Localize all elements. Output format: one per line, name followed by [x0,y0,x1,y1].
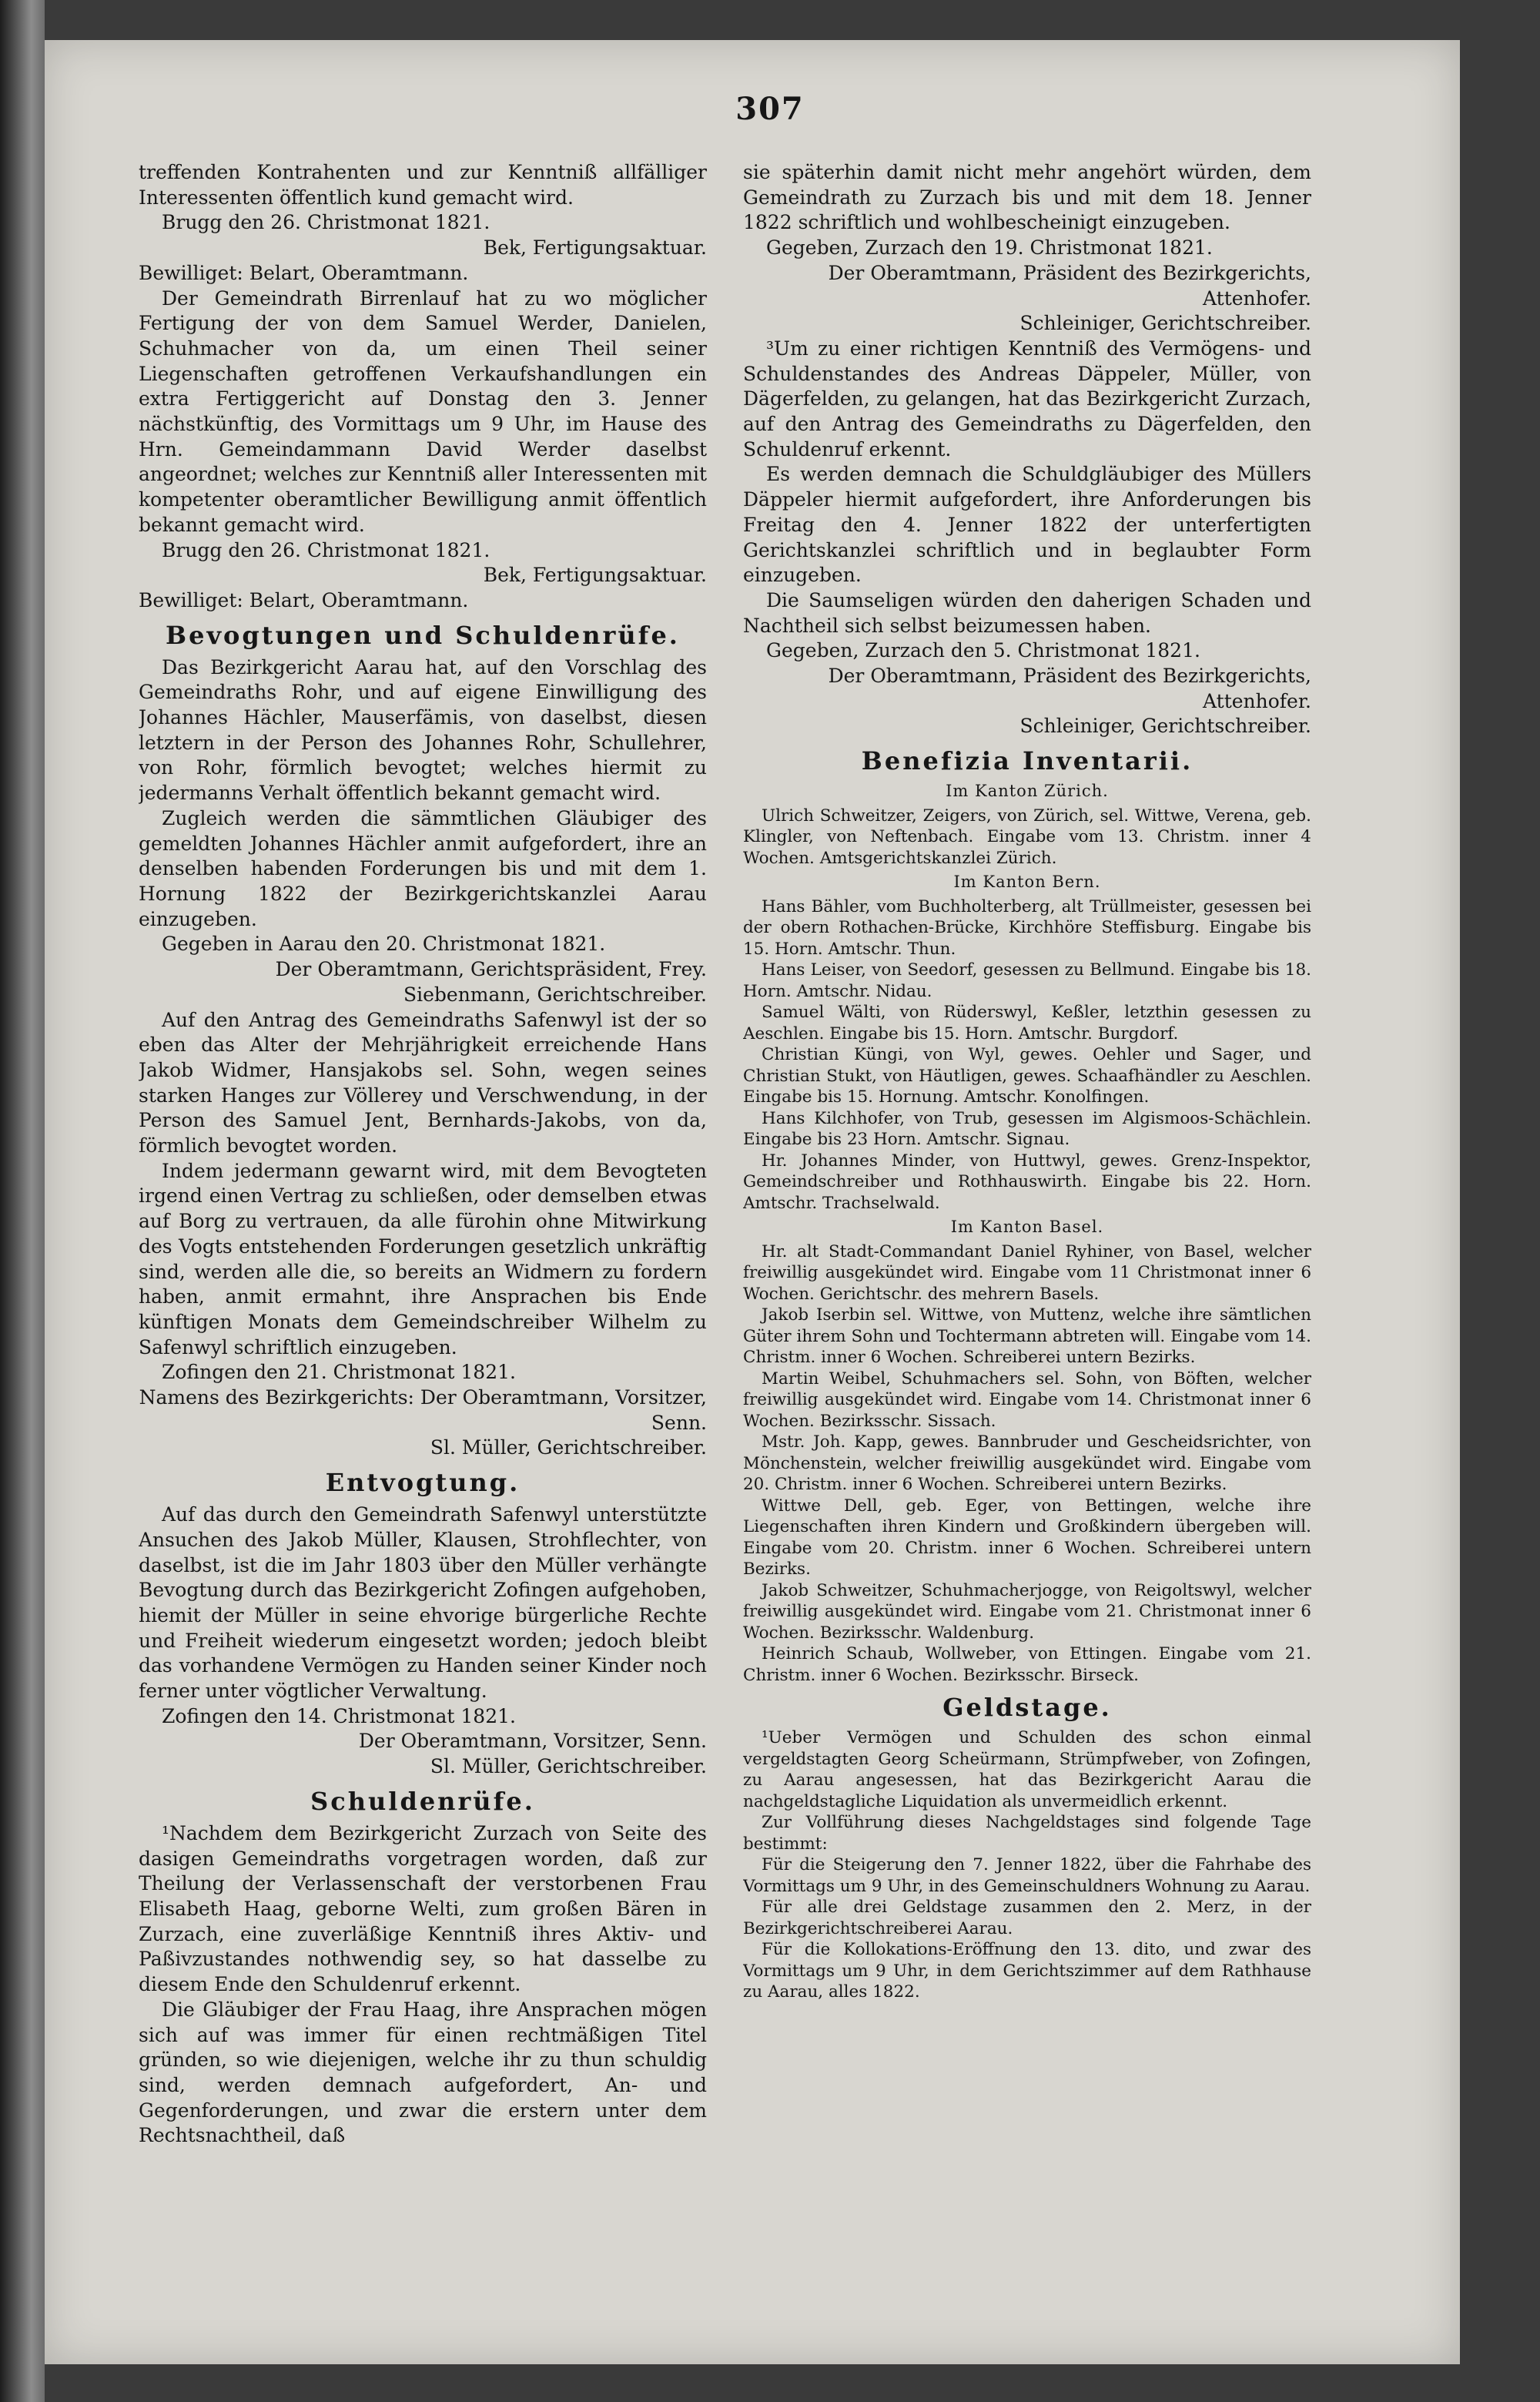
text-paragraph: sie späterhin damit nicht mehr angehört würden, dem Gemeindrath zu Zurzach bis und mit dem 18. Jenner 1822 schriftlich und wohlbescheinigt einzugeben. [743,161,1311,234]
text-paragraph: ¹Nachdem dem Bezirkgericht Zurzach von Seite des dasigen Gemeindraths vorgetragen worden, daß zur Theilung der Verlassenschaft der verstorbenen Frau Elisabeth Haag, geborne Welti, zum großen Bären in Zurzach, eine zuverläßige Kenntniß ihres Aktiv- und Paßivzustandes nothwendig sey, so hat dasselbe zu diesem Ende den Schuldenruf erkennt. [139,1821,707,1996]
text-paragraph: Indem jedermann gewarnt wird, mit dem Bevogteten irgend einen Vertrag zu schließen, oder demselben etwas auf Borg zu vertrauen, da alle fürohin ohne Mitwirkung des Vogts entstehenden Forderungen gesetzlich unkräftig sind, werden alle die, so bereits an Widmern zu fordern haben, anmit ermahnt, ihre Ansprachen bis Ende künftigen Monats dem Gemeindschreiber Wilhelm zu Safenwyl schriftlich einzugeben. [139,1159,707,1358]
text-paragraph: Bewilliget: Belart, Oberamtmann. [139,261,469,284]
text-paragraph: Für die Steigerung den 7. Jenner 1822, über die Fahrhabe des Vormittags um 9 Uhr, in des Gemeinschuldners Wohnung zu Aarau. [743,1855,1311,1896]
text-paragraph: Hans Bähler, vom Buchholterberg, alt Trüllmeister, gesessen bei der obern Rothachen-Brücke, Kirchhöre Steffisburg. Eingabe bis 15. Horn. Amtschr. Thun. [743,896,1311,959]
canton-heading: Im Kanton Zürich. [946,782,1109,801]
text-paragraph: Heinrich Schaub, Wollweber, von Ettingen. Eingabe vom 21. Christm. inner 6 Wochen. Bezirksschr. Birseck. [743,1644,1311,1685]
left-column [139,160,707,2193]
text-paragraph: treffenden Kontrahenten und zur Kenntniß allfälliger Interessenten öffentlich kund gemacht wird. [139,161,707,209]
text-paragraph: Es werden demnach die Schuldgläubiger des Müllers Däppeler hiermit aufgefordert, ihre Anforderungen bis Freitag den 4. Jenner 1822 der unterfertigten Gerichtskanzlei schriftlich und in beglaubter Form einzugeben. [743,463,1311,587]
section-heading: Geldstage. [942,1693,1112,1723]
signature-line: Namens des Bezirkgerichts: Der Oberamtmann, Vorsitzer, Senn. [139,1386,707,1434]
signature-line: Schleiniger, Gerichtschreiber. [1019,312,1311,335]
section-heading: Entvogtung. [325,1468,521,1498]
text-paragraph: Hr. alt Stadt-Commandant Daniel Ryhiner, von Basel, welcher freiwillig ausgekündet wird. Eingabe vom 11 Christmonat inner 6 Wochen. Gerichtschr. des mehrern Basels. [743,1241,1311,1304]
signature-line: Schleiniger, Gerichtschreiber. [1019,715,1311,738]
signature-line: Sl. Müller, Gerichtschreiber. [430,1755,707,1778]
text-paragraph: Brugg den 26. Christmonat 1821. [162,211,490,234]
right-column-upper [743,160,1311,776]
signature-line: Der Oberamtmann, Gerichtspräsident, Frey. [275,958,707,981]
book-spine-edge [0,0,45,2402]
benefizia-list [743,781,1311,1686]
text-paragraph: Auf das durch den Gemeindrath Safenwyl unterstützte Ansuchen des Jakob Müller, Klausen, Strohflechter, von daselbst, ist die im Jahr 1803 über den Müller verhängte Bevogtung durch das Bezirkgericht Zofingen aufgehoben, hiemit der Müller in seine ehvorige bürgerliche Rechte und Freiheit wiederum eingesetzt worden; jedoch bleibt das vorhandene Vermögen zu Handen seiner Kinder noch ferner unter vögtlicher Verwaltung. [139,1503,707,1703]
right-column [743,160,1311,2193]
section-heading: Schuldenrüfe. [310,1786,535,1816]
text-paragraph: Hans Kilchhofer, von Trub, gesessen im Algismoos-Schächlein. Eingabe bis 23 Horn. Amtschr. Signau. [743,1108,1311,1150]
text-paragraph: Die Saumseligen würden den daherigen Schaden und Nachtheil sich selbst beizumessen haben. [743,588,1311,637]
text-paragraph: Ulrich Schweitzer, Zeigers, von Zürich, sel. Wittwe, Verena, geb. Klingler, von Neftenbach. Eingabe vom 13. Christm. inner 4 Wochen. Amtsgerichtskanzlei Zürich. [743,806,1311,868]
canton-heading: Im Kanton Bern. [953,873,1101,892]
signature-line: Der Oberamtmann, Präsident des Bezirkgerichts, Attenhofer. [828,261,1311,310]
text-paragraph: Mstr. Joh. Kapp, gewes. Bannbruder und Gescheidsrichter, von Mönchenstein, welcher freiwillig ausgekündet wird. Eingabe vom 20. Christm. inner 6 Wochen. Schreiberei untern Bezirks. [743,1432,1311,1495]
text-paragraph: Gegeben in Aarau den 20. Christmonat 1821. [162,933,606,956]
text-paragraph: Martin Weibel, Schuhmachers sel. Sohn, von Böften, welcher freiwillig ausgekündet wird. Eingabe vom 14. Christmonat inner 6 Wochen. Bezirksschr. Sissach. [743,1369,1311,1431]
signature-line: Der Oberamtmann, Vorsitzer, Senn. [358,1730,707,1753]
right-column-lower [743,1692,1311,1723]
text-paragraph: Gegeben, Zurzach den 5. Christmonat 1821. [766,639,1200,662]
text-paragraph: Für die Kollokations-Eröffnung den 13. dito, und zwar des Vormittags um 9 Uhr, in dem Gerichtszimmer auf dem Rathhause zu Aarau, alles 1822. [743,1940,1311,2002]
page-number: 307 [735,91,805,127]
text-paragraph: Zugleich werden die sämmtlichen Gläubiger des gemeldten Johannes Hächler anmit aufgefordert, ihre an denselben habenden Forderungen bis und mit dem 1. Hornung 1822 der Bezirkgerichtskanzlei Aarau einzugeben. [139,806,707,930]
text-paragraph: Christian Küngi, von Wyl, gewes. Oehler und Sager, und Christian Stukt, von Häutligen, gewes. Schaafhändler zu Aeschlen. Eingabe bis 15. Hornung. Amtschr. Konolfingen. [743,1045,1311,1107]
signature-line: Bek, Fertigungsaktuar. [483,236,707,260]
signature-line: Siebenmann, Gerichtschreiber. [403,983,707,1006]
text-paragraph: Hr. Johannes Minder, von Huttwyl, gewes. Grenz-Inspektor, Gemeindschreiber und Rothhauswirth. Eingabe bis 22. Horn. Amtschr. Trachselwald. [743,1151,1311,1213]
signature-line: Der Oberamtmann, Präsident des Bezirkgerichts, Attenhofer. [828,665,1311,712]
text-paragraph: Bewilliget: Belart, Oberamtmann. [139,588,469,611]
text-paragraph: Jakob Iserbin sel. Wittwe, von Muttenz, welche ihre sämtlichen Güter ihrem Sohn und Tochtermann abtreten will. Eingabe vom 14. Christm. inner 6 Wochen. Schreiberei untern Bezirks. [743,1305,1311,1368]
text-paragraph: Auf den Antrag des Gemeindraths Safenwyl ist der so eben das Alter der Mehrjährigkeit erreichende Hans Jakob Widmer, Hansjakobs sel. Sohn, wegen seines starken Hanges zur Völlerey und Verschwendung, in der Person des Samuel Jent, Bernhards-Jakobs, von da, förmlich bevogtet worden. [139,1008,707,1157]
geldstage-list [743,1727,1311,2003]
text-paragraph: Hans Leiser, von Seedorf, gesessen zu Bellmund. Eingabe bis 18. Horn. Amtschr. Nidau. [743,960,1311,1001]
text-paragraph: ¹Ueber Vermögen und Schulden des schon einmal vergeldstagten Georg Scheürmann, Strümpfweber, von Zofingen, zu Aarau angesessen, hat das Bezirkgericht Aarau die nachgeldstagliche Liquidation als unvermeidlich erkennt. [743,1728,1311,1811]
section-heading: Benefizia Inventarii. [861,746,1194,776]
text-paragraph: ³Um zu einer richtigen Kenntniß des Vermögens- und Schuldenstandes des Andreas Däppeler, Müller, von Dägerfelden, zu gelangen, hat das Bezirkgericht Zurzach, auf den Antrag des Gemeindraths zu Dägerfelden, den Schuldenruf erkennt. [743,337,1311,461]
text-paragraph: Zofingen den 14. Christmonat 1821. [162,1704,516,1727]
signature-line: Bek, Fertigungsaktuar. [483,564,707,587]
text-paragraph: Das Bezirkgericht Aarau hat, auf den Vorschlag des Gemeindraths Rohr, und auf eigene Einwilligung des Johannes Hächler, Mauserfämis, von daselbst, diesen letztern in der Person des Johannes Rohr, Schullehrer, von Rohr, förmlich bevogtet; welches hiermit zu jedermanns Verhalt öffentlich bekannt gemacht wird. [139,655,707,805]
canton-heading: Im Kanton Basel. [950,1218,1104,1237]
text-paragraph: Zofingen den 21. Christmonat 1821. [162,1361,516,1384]
text-paragraph: Jakob Schweitzer, Schuhmacherjogge, von Reigoltswyl, welcher freiwillig ausgekündet wird. Eingabe vom 21. Christmonat inner 6 Wochen. Bezirksschr. Waldenburg. [743,1580,1311,1643]
text-paragraph: Zur Vollführung dieses Nachgeldstages sind folgende Tage bestimmt: [743,1813,1311,1854]
text-paragraph: Brugg den 26. Christmonat 1821. [162,538,490,561]
text-paragraph: Die Gläubiger der Frau Haag, ihre Ansprachen mögen sich auf was immer für einen rechtmäßigen Titel gründen, so wie diejenigen, welche ihr zu thun schuldig sind, werden demnach aufgefordert, An- und Gegenforderungen, und zwar die erstern unter dem Rechtsnachtheil, daß [139,1998,707,2147]
text-paragraph: Der Gemeindrath Birrenlauf hat zu wo möglicher Fertigung der von dem Samuel Werder, Danielen, Schuhmacher von da, um einen Theil seiner Liegenschaften getroffenen Verkaufshandlungen ein extra Fertiggericht auf Donstag den 3. Jenner nächstkünftig, des Vormittags um 9 Uhr, im Hause des Hrn. Gemeindammann David Werder daselbst angeordnet; welches zur Kenntniß aller Interessenten mit kompetenter oberamtlicher Bewilligung anmit öffentlich bekannt gemacht wird. [139,286,707,536]
signature-line: Sl. Müller, Gerichtschreiber. [430,1436,707,1459]
text-paragraph: Samuel Wälti, von Rüderswyl, Keßler, letzthin gesessen zu Aeschlen. Eingabe bis 15. Horn. Amtschr. Burgdorf. [743,1003,1311,1044]
section-heading: Bevogtungen und Schuldenrüfe. [166,620,680,650]
text-paragraph: Wittwe Dell, geb. Eger, von Bettingen, welche ihre Liegenschaften ihren Kindern und Großkindern übergeben will. Eingabe vom 20. Christm. inner 6 Wochen. Schreiberei untern Bezirks. [743,1496,1311,1580]
text-paragraph: Für alle drei Geldstage zusammen den 2. Merz, in der Bezirkgerichtschreiberei Aarau. [743,1898,1311,1938]
text-paragraph: Gegeben, Zurzach den 19. Christmonat 1821. [766,236,1213,260]
